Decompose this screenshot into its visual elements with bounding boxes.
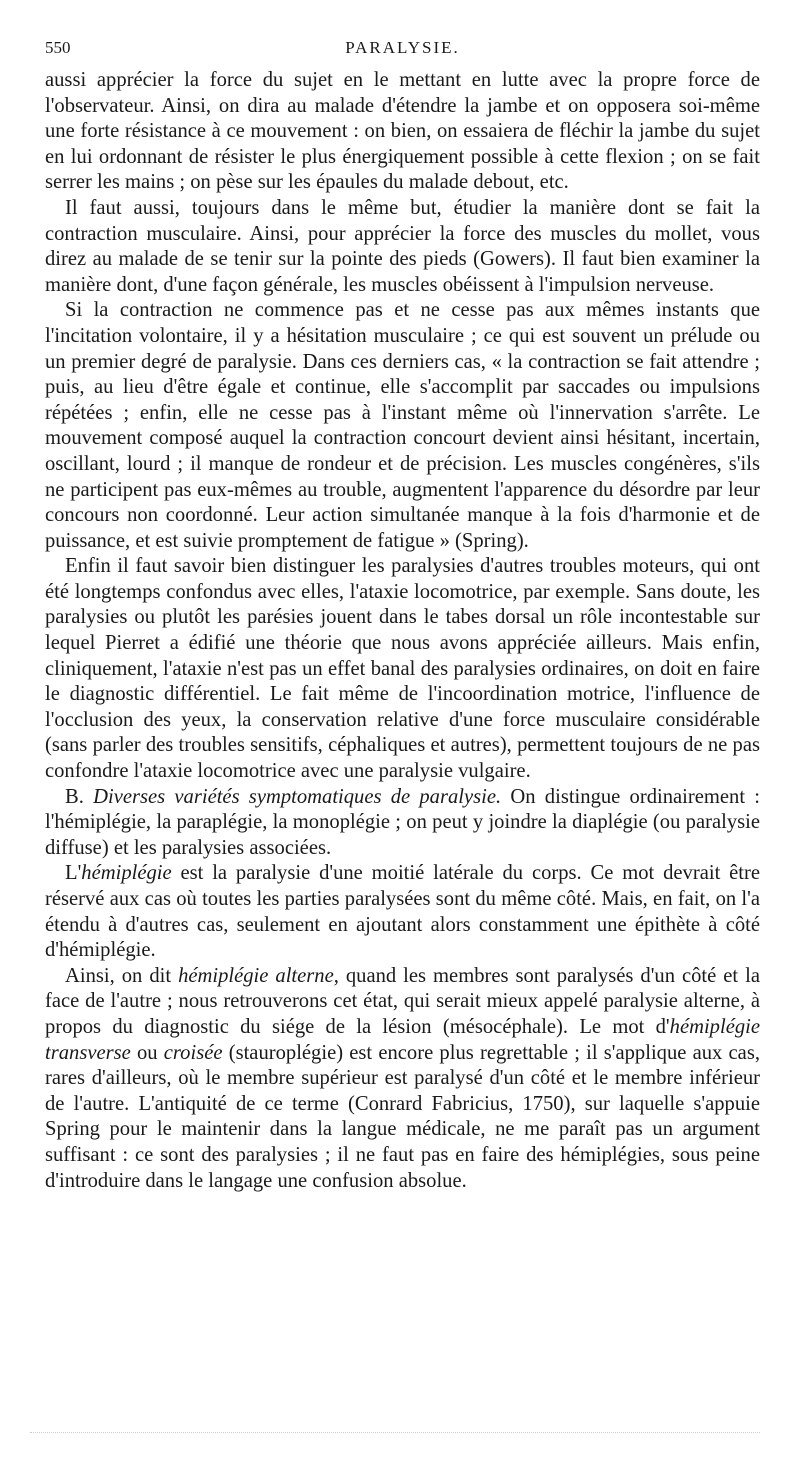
paragraph — [45, 68, 760, 196]
paragraph-text: aussi apprécier la force du sujet en le mettant en lutte avec la propre force de l'observateur. Ainsi, on dira au malade d'étendre la jambe et on opposera soi-même une forte résistance à ce mouvement : on bien, on essaiera de fléchir la jambe du sujet en lui ordonnant de résister le plus énergiquement possible à cette flexion ; on se fait serrer les mains ; on pèse sur les épaules du malade debout, etc. — [45, 69, 760, 194]
paragraph-text: B. — [65, 785, 94, 808]
paragraph-text: On distingue ordinairement : l'hémiplégie, la paraplégie, la monoplégie ; on peut y joindre la diaplégie (ou paralysie diffuse) et les paralysies associées. — [45, 785, 760, 859]
paragraph-text: Ainsi, on dit — [65, 964, 179, 987]
paragraph — [45, 196, 760, 298]
italic-text: hémiplégie alterne — [178, 964, 334, 987]
running-header — [45, 38, 760, 68]
paragraph-text: L' — [65, 862, 82, 885]
paragraph-text: Il faut aussi, toujours dans le même but, étudier la manière dont se fait la contraction musculaire. Ainsi, pour apprécier la force des muscles du mollet, vous direz au malade de se tenir sur la pointe des pieds (Gowers). Il faut bien examiner la manière dont, d'une façon générale, les muscles obéissent à l'impulsion nerveuse. — [45, 196, 760, 296]
paragraph-text: ou — [130, 1041, 164, 1064]
italic-text: croisée — [163, 1041, 223, 1064]
bottom-rule — [30, 1432, 760, 1434]
body-text — [45, 68, 760, 1194]
italic-text: hémiplégie transverse — [45, 1015, 760, 1064]
paragraph — [45, 964, 760, 1194]
page-number: 550 — [45, 38, 71, 57]
running-title: PARALYSIE. — [345, 38, 460, 57]
paragraph-text: , quand les membres sont paralysés d'un côté et la face de l'autre ; nous retrouverons cet état, qui serait mieux appelé paralysie alterne, à propos du diagnostic du siége de la lésion (mésocéphale). Le mot d' — [45, 964, 760, 1038]
paragraph-text: (stauroplégie) est encore plus regrettable ; il s'applique aux cas, rares d'ailleurs, où le membre supérieur est paralysé d'un côté et le membre inférieur de l'autre. L'antiquité de ce terme (Conrard Fabricius, 1750), sur laquelle s'appuie Spring pour le maintenir dans la langue médicale, ne me paraît pas un argument suffisant : ce sont des paralysies ; il ne faut pas en faire des hémiplégies, sous peine d'introduire dans le langage une confusion absolue. — [45, 1041, 760, 1192]
paragraph — [45, 861, 760, 963]
paragraph — [45, 298, 760, 554]
italic-text: Diverses variétés symptomatiques de paralysie. — [93, 785, 502, 808]
italic-text: hémiplégie — [81, 862, 172, 885]
paragraph-text: Si la contraction ne commence pas et ne cesse pas aux mêmes instants que l'incitation volontaire, il y a hésitation musculaire ; ce qui est souvent un prélude ou un premier degré de paralysie. Dans ces derniers cas, « la contraction se fait attendre ; puis, au lieu d'être égale et continue, elle s'accomplit par saccades ou impulsions répétées ; enfin, elle ne cesse pas à l'instant même où l'innervation s'arrête. Le mouvement composé auquel la contraction concourt devient ainsi hésitant, incertain, oscillant, lourd ; il manque de rondeur et de précision. Les muscles congénères, s'ils ne participent pas eux-mêmes au trouble, augmentent l'apparence du désordre par leur concours non coordonné. Leur action simultanée manque à la fois d'harmonie et de puissance, et est suivie promptement de fatigue » (Spring). — [45, 299, 760, 552]
paragraph-text: Enfin il faut savoir bien distinguer les paralysies d'autres troubles moteurs, qui ont été longtemps confondus avec elles, l'ataxie locomotrice, par exemple. Sans doute, les paralysies ou plutôt les parésies jouent dans le tabes dorsal un rôle incontestable sur lequel Pierret a édifié une théorie que nous avons appréciée ailleurs. Mais enfin, cliniquement, l'ataxie n'est pas un effet banal des paralysies ordinaires, on doit en faire le diagnostic différentiel. Le fait même de l'incoordination motrice, l'influence de l'occlusion des yeux, la conservation relative d'une force musculaire considérable (sans parler des troubles sensitifs, céphaliques et autres), permettent toujours de ne pas confondre l'ataxie locomotrice avec une paralysie vulgaire. — [45, 555, 760, 783]
paragraph — [45, 554, 760, 784]
paragraph — [45, 785, 760, 862]
paragraph-text: est la paralysie d'une moitié latérale du corps. Ce mot devrait être réservé aux cas où toutes les parties paralysées sont du même côté. Mais, en fait, on l'a étendu à d'autres cas, seulement en ajoutant alors constamment une épithète à côté d'hémiplégie. — [45, 862, 760, 962]
